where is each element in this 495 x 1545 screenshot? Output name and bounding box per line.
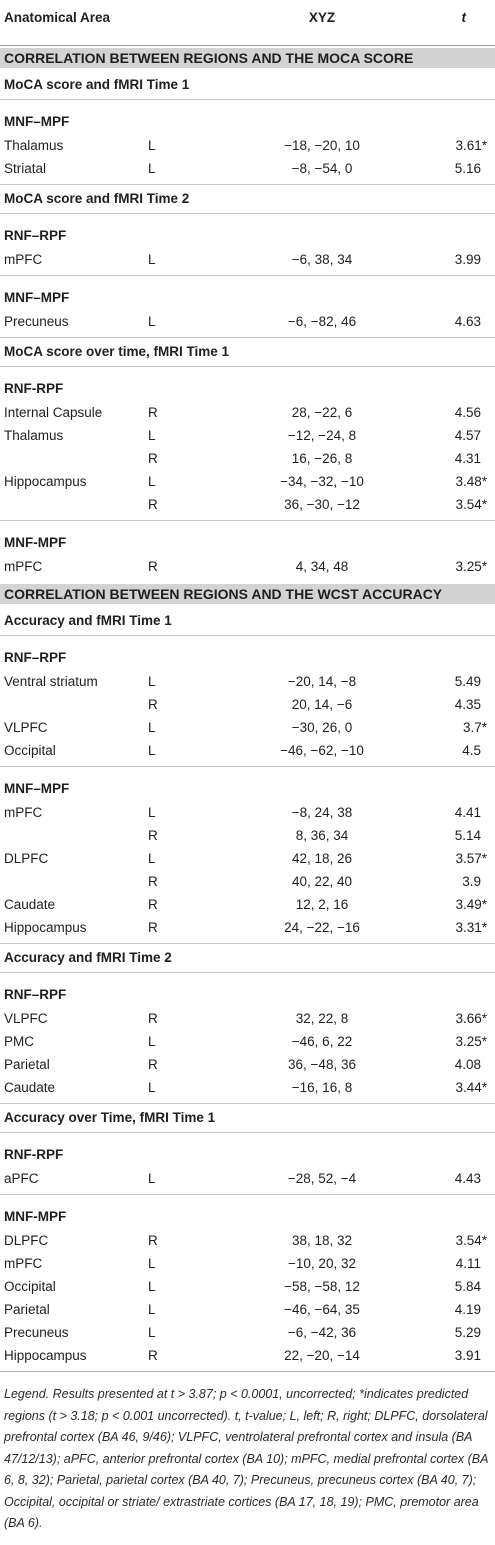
table-row	[0, 893, 495, 916]
cell-xyz-coordinates: 36, −30, −12	[284, 497, 360, 512]
cell-xyz-coordinates: −20, 14, −8	[287, 674, 357, 689]
cell-anatomical-area: Precuneus	[4, 314, 69, 329]
table-row	[0, 1275, 495, 1298]
cell-t-value: 4.19	[454, 1302, 481, 1317]
cell-anatomical-area: Hippocampus	[4, 1348, 87, 1363]
cell-t-value: 5.49	[454, 674, 481, 689]
table-row	[0, 134, 495, 157]
cell-t-value: 3.61*	[455, 138, 487, 153]
cell-hemisphere: L	[148, 1279, 156, 1294]
table-row	[0, 1344, 495, 1367]
group-label: MNF–MPF	[4, 114, 70, 129]
cell-anatomical-area: VLPFC	[4, 1011, 48, 1026]
cell-t-value: 3.44*	[455, 1080, 487, 1095]
cell-xyz-coordinates: 4, 34, 48	[295, 559, 349, 574]
table-row	[0, 824, 495, 847]
table-row	[0, 1007, 495, 1030]
cell-t-value: 5.14	[454, 828, 481, 843]
cell-t-value: 3.91	[454, 1348, 481, 1363]
cell-hemisphere: L	[148, 252, 156, 267]
cell-anatomical-area: Parietal	[4, 1302, 50, 1317]
cell-t-value: 4.31	[454, 451, 481, 466]
result-group	[0, 520, 495, 582]
table-row	[0, 847, 495, 870]
cell-xyz-coordinates: −58, −58, 12	[284, 1279, 360, 1294]
cell-anatomical-area: VLPFC	[4, 720, 48, 735]
cell-anatomical-area	[0, 447, 144, 470]
cell-anatomical-area: Hippocampus	[4, 920, 87, 935]
cell-anatomical-area	[0, 693, 144, 716]
cell-hemisphere: R	[148, 1233, 158, 1248]
table-row	[0, 1167, 495, 1190]
table-row	[0, 1030, 495, 1053]
cell-anatomical-area: Striatal	[4, 161, 47, 176]
cell-hemisphere: L	[148, 1302, 156, 1317]
cell-t-value: 3.49*	[455, 897, 487, 912]
result-group	[0, 367, 495, 520]
cell-t-value: 4.57	[454, 428, 481, 443]
cell-xyz-coordinates: −8, 24, 38	[291, 805, 353, 820]
cell-xyz-coordinates: −28, 52, −4	[287, 1171, 357, 1186]
table-row	[0, 1076, 495, 1099]
cell-hemisphere: L	[148, 805, 156, 820]
cell-xyz-coordinates: −8, −54, 0	[291, 161, 353, 176]
cell-anatomical-area: Occipital	[4, 1279, 56, 1294]
cell-hemisphere: R	[148, 1057, 158, 1072]
cell-hemisphere: R	[148, 828, 158, 843]
group-label: RNF-RPF	[4, 1147, 64, 1162]
cell-xyz-coordinates: −6, 38, 34	[291, 252, 353, 267]
subsection-title: MoCA score and fMRI Time 1	[0, 70, 495, 100]
result-group	[0, 1194, 495, 1371]
group-label: RNF-RPF	[4, 381, 64, 396]
cell-t-value: 3.31*	[455, 920, 487, 935]
cell-anatomical-area: Thalamus	[4, 138, 64, 153]
cell-hemisphere: L	[148, 474, 156, 489]
cell-t-value: 4.11	[455, 1256, 481, 1271]
cell-anatomical-area: Internal Capsule	[4, 405, 103, 420]
cell-xyz-coordinates: 12, 2, 16	[295, 897, 349, 912]
cell-anatomical-area: Ventral striatum	[4, 674, 98, 689]
cell-hemisphere: L	[148, 1171, 156, 1186]
cell-t-value: 4.5	[462, 743, 481, 758]
cell-t-value: 4.41	[454, 805, 481, 820]
cell-anatomical-area	[0, 870, 144, 893]
cell-anatomical-area: mPFC	[4, 559, 43, 574]
cell-anatomical-area: Parietal	[4, 1057, 50, 1072]
cell-xyz-coordinates: −12, −24, 8	[287, 428, 357, 443]
cell-hemisphere: L	[148, 1080, 156, 1095]
cell-anatomical-area: Occipital	[4, 743, 56, 758]
cell-t-value: 5.29	[454, 1325, 481, 1340]
subsection-title: MoCA score over time, fMRI Time 1	[0, 337, 495, 367]
group-label: RNF–RPF	[4, 650, 67, 665]
cell-hemisphere: L	[148, 674, 156, 689]
group-label: MNF-MPF	[4, 535, 67, 550]
table-row	[0, 447, 495, 470]
table-row	[0, 157, 495, 180]
cell-anatomical-area: Caudate	[4, 897, 56, 912]
cell-xyz-coordinates: 40, 22, 40	[291, 874, 353, 889]
table-row	[0, 493, 495, 516]
cell-anatomical-area: Precuneus	[4, 1325, 69, 1340]
cell-xyz-coordinates: 38, 18, 32	[291, 1233, 353, 1248]
cell-t-value: 3.48*	[455, 474, 487, 489]
cell-hemisphere: L	[148, 161, 156, 176]
cell-anatomical-area: Thalamus	[4, 428, 64, 443]
table-row	[0, 1229, 495, 1252]
header-anatomical-area: Anatomical Area	[4, 10, 111, 25]
cell-anatomical-area	[0, 824, 144, 847]
table-row	[0, 1252, 495, 1275]
cell-xyz-coordinates: −10, 20, 32	[288, 1256, 356, 1271]
table-row	[0, 1053, 495, 1076]
cell-anatomical-area: mPFC	[4, 1256, 43, 1271]
cell-t-value: 3.7*	[462, 720, 487, 735]
cell-hemisphere: R	[148, 897, 158, 912]
cell-xyz-coordinates: −46, 6, 22	[291, 1034, 353, 1049]
cell-hemisphere: R	[148, 405, 158, 420]
table-row	[0, 693, 495, 716]
cell-t-value: 4.43	[454, 1171, 481, 1186]
cell-hemisphere: R	[148, 451, 158, 466]
table-row	[0, 716, 495, 739]
cell-t-value: 3.9	[462, 874, 481, 889]
result-group	[0, 275, 495, 337]
cell-xyz-coordinates: 8, 36, 34	[295, 828, 349, 843]
cell-anatomical-area: aPFC	[4, 1171, 39, 1186]
cell-xyz-coordinates: 20, 14, −6	[291, 697, 353, 712]
cell-hemisphere: R	[148, 1011, 158, 1026]
cell-xyz-coordinates: −46, −62, −10	[280, 743, 364, 758]
table-row	[0, 401, 495, 424]
cell-t-value: 3.57*	[455, 851, 487, 866]
table-row	[0, 670, 495, 693]
cell-hemisphere: R	[148, 559, 158, 574]
table-row	[0, 916, 495, 939]
cell-t-value: 3.54*	[455, 497, 487, 512]
cell-hemisphere: L	[148, 743, 156, 758]
cell-t-value: 4.56	[454, 405, 481, 420]
result-group	[0, 100, 495, 184]
cell-hemisphere: R	[148, 697, 158, 712]
cell-xyz-coordinates: 22, −20, −14	[284, 1348, 360, 1363]
header-xyz: XYZ	[308, 10, 336, 25]
cell-xyz-coordinates: 28, −22, 6	[291, 405, 353, 420]
subsection-title: Accuracy and fMRI Time 2	[0, 943, 495, 973]
cell-t-value: 3.66*	[455, 1011, 487, 1026]
cell-hemisphere: L	[148, 851, 156, 866]
cell-anatomical-area: Caudate	[4, 1080, 56, 1095]
cell-xyz-coordinates: 36, −48, 36	[288, 1057, 356, 1072]
cell-anatomical-area: DLPFC	[4, 1233, 49, 1248]
cell-anatomical-area: Hippocampus	[4, 474, 87, 489]
subsection-title: Accuracy and fMRI Time 1	[0, 606, 495, 636]
cell-anatomical-area: mPFC	[4, 252, 43, 267]
cell-anatomical-area: PMC	[4, 1034, 34, 1049]
cell-hemisphere: R	[148, 920, 158, 935]
table-row	[0, 555, 495, 578]
result-group	[0, 1133, 495, 1194]
cell-xyz-coordinates: 32, 22, 8	[295, 1011, 349, 1026]
table-row	[0, 1321, 495, 1344]
table-row	[0, 1298, 495, 1321]
section-title: CORRELATION BETWEEN REGIONS AND THE MOCA SCORE	[0, 48, 495, 68]
table-row	[0, 424, 495, 447]
cell-t-value: 4.63	[454, 314, 481, 329]
group-label: RNF–RPF	[4, 228, 67, 243]
cell-xyz-coordinates: −6, −82, 46	[287, 314, 357, 329]
cell-hemisphere: R	[148, 497, 158, 512]
cell-hemisphere: R	[148, 874, 158, 889]
header-t: t	[461, 10, 466, 25]
table-row	[0, 248, 495, 271]
cell-xyz-coordinates: −34, −32, −10	[280, 474, 364, 489]
cell-xyz-coordinates: 16, −26, 8	[291, 451, 353, 466]
table-header	[0, 0, 495, 46]
result-group	[0, 214, 495, 275]
cell-xyz-coordinates: −18, −20, 10	[284, 138, 360, 153]
cell-anatomical-area: mPFC	[4, 805, 43, 820]
group-label: MNF-MPF	[4, 1209, 67, 1224]
section-row	[0, 46, 495, 70]
table-row	[0, 310, 495, 333]
group-label: RNF–RPF	[4, 987, 67, 1002]
cell-t-value: 3.54*	[455, 1233, 487, 1248]
table-legend: Legend. Results presented at t > 3.87; p < 0.0001, uncorrected; *indicates predicted regions (t > 3.18; p < 0.001 uncorrected). t, t-value; L, left; R, right; DLPFC, dorsolateral prefrontal cortex (BA 46, 9/46); VLPFC, ventrolateral prefrontal cortex and insula (BA 47/12/13); aPFC, anterior prefrontal cortex (BA 10); mPFC, medial prefrontal cortex (BA 6, 8, 32); Parietal, parietal cortex (BA 40, 7); Precuneus, precuneus cortex (BA 40, 7); Occipital, occipital or striate/ extrastriate cortices (BA 17, 18, 19); PMC, premotor area (BA 6).	[4, 1387, 488, 1530]
cell-xyz-coordinates: −6, −42, 36	[287, 1325, 357, 1340]
cell-hemisphere: L	[148, 1256, 156, 1271]
cell-t-value: 5.16	[454, 161, 481, 176]
result-group	[0, 766, 495, 943]
cell-xyz-coordinates: 42, 18, 26	[291, 851, 353, 866]
cell-hemisphere: L	[148, 428, 156, 443]
cell-t-value: 5.84	[454, 1279, 481, 1294]
cell-t-value: 3.25*	[455, 559, 487, 574]
group-label: MNF–MPF	[4, 781, 70, 796]
section-row	[0, 582, 495, 606]
table-row	[0, 739, 495, 762]
group-label: MNF–MPF	[4, 290, 70, 305]
table-body	[0, 46, 495, 1371]
cell-hemisphere: L	[148, 138, 156, 153]
result-group	[0, 636, 495, 766]
section-title: CORRELATION BETWEEN REGIONS AND THE WCST ACCURACY	[0, 584, 495, 604]
cell-t-value: 3.25*	[455, 1034, 487, 1049]
cell-xyz-coordinates: −16, 16, 8	[291, 1080, 353, 1095]
cell-hemisphere: L	[148, 720, 156, 735]
cell-anatomical-area	[0, 493, 144, 516]
table-row	[0, 470, 495, 493]
table-row	[0, 870, 495, 893]
cell-hemisphere: R	[148, 1348, 158, 1363]
cell-t-value: 4.35	[454, 697, 481, 712]
cell-xyz-coordinates: 24, −22, −16	[284, 920, 360, 935]
result-group	[0, 973, 495, 1103]
cell-xyz-coordinates: −46, −64, 35	[284, 1302, 360, 1317]
cell-t-value: 4.08	[454, 1057, 481, 1072]
header-hemisphere	[144, 10, 262, 45]
cell-hemisphere: L	[148, 1325, 156, 1340]
cell-t-value: 3.99	[454, 252, 481, 267]
subsection-title: MoCA score and fMRI Time 2	[0, 184, 495, 214]
cell-anatomical-area: DLPFC	[4, 851, 49, 866]
subsection-title: Accuracy over Time, fMRI Time 1	[0, 1103, 495, 1133]
cell-hemisphere: L	[148, 314, 156, 329]
cell-xyz-coordinates: −30, 26, 0	[291, 720, 353, 735]
cell-hemisphere: L	[148, 1034, 156, 1049]
table-row	[0, 801, 495, 824]
